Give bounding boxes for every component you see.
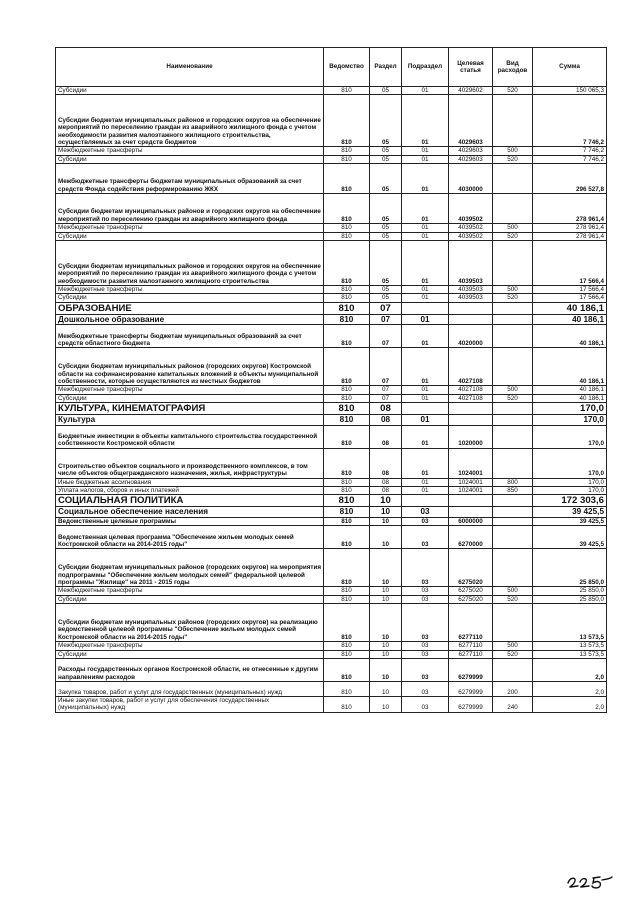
row-celevaya: 4039502 xyxy=(449,232,493,240)
table-row xyxy=(56,659,607,682)
row-vedomstvo: 810 xyxy=(324,659,370,682)
row-vedomstvo: 810 xyxy=(324,155,370,163)
row-razdel: 10 xyxy=(370,517,402,525)
row-vid xyxy=(493,314,533,325)
row-name: ОБРАЗОВАНИЕ xyxy=(56,302,324,314)
row-name: Субсидии бюджетам муниципальных районов и городских округов на обеспечение мероприятий по переселению граждан из аварийного жилищного фонда xyxy=(56,194,324,224)
table-row xyxy=(56,448,607,478)
row-vedomstvo: 810 xyxy=(324,595,370,603)
row-podrazdel: 01 xyxy=(402,164,449,194)
table-row xyxy=(56,302,607,314)
row-name: СОЦИАЛЬНАЯ ПОЛИТИКА xyxy=(56,495,324,507)
row-vedomstvo: 810 xyxy=(324,325,370,348)
row-celevaya: 4030000 xyxy=(449,164,493,194)
row-summa: 170,0 xyxy=(533,487,607,495)
row-razdel: 05 xyxy=(370,194,402,224)
row-podrazdel: 01 xyxy=(402,224,449,232)
row-vid xyxy=(493,241,533,286)
row-podrazdel: 01 xyxy=(402,478,449,486)
row-vedomstvo: 810 xyxy=(324,448,370,478)
row-summa: 40 186,1 xyxy=(533,302,607,314)
row-summa: 150 065,3 xyxy=(533,87,607,95)
row-celevaya xyxy=(449,415,493,426)
row-vedomstvo: 810 xyxy=(324,394,370,402)
table-row xyxy=(56,224,607,232)
row-name: Иные закупки товаров, работ и услуг для обеспечения государственных (муниципальных) нужд xyxy=(56,697,324,713)
row-summa: 2,0 xyxy=(533,697,607,713)
row-celevaya: 4027108 xyxy=(449,394,493,402)
row-vedomstvo: 810 xyxy=(324,95,370,147)
row-vedomstvo: 810 xyxy=(324,302,370,314)
row-vedomstvo: 810 xyxy=(324,682,370,697)
row-razdel: 05 xyxy=(370,241,402,286)
row-vedomstvo: 810 xyxy=(324,147,370,155)
table-row xyxy=(56,595,607,603)
row-vedomstvo: 810 xyxy=(324,241,370,286)
table-header-row xyxy=(56,48,607,87)
row-summa: 2,0 xyxy=(533,659,607,682)
row-celevaya: 1024001 xyxy=(449,448,493,478)
row-podrazdel: 01 xyxy=(402,147,449,155)
row-podrazdel: 01 xyxy=(402,448,449,478)
row-summa: 40 186,1 xyxy=(533,314,607,325)
row-vid xyxy=(493,549,533,587)
row-celevaya: 4039503 xyxy=(449,286,493,294)
row-podrazdel: 01 xyxy=(402,155,449,163)
row-razdel: 10 xyxy=(370,595,402,603)
row-summa: 40 186,1 xyxy=(533,325,607,348)
row-razdel: 05 xyxy=(370,286,402,294)
row-celevaya: 4029603 xyxy=(449,147,493,155)
row-summa: 7 746,2 xyxy=(533,95,607,147)
row-razdel: 05 xyxy=(370,224,402,232)
row-name: Межбюджетные трансферты xyxy=(56,642,324,650)
row-vid: 520 xyxy=(493,595,533,603)
row-podrazdel: 01 xyxy=(402,348,449,386)
table-row xyxy=(56,587,607,595)
table-row xyxy=(56,95,607,147)
row-razdel: 05 xyxy=(370,294,402,302)
row-name: Субсидии xyxy=(56,394,324,402)
row-celevaya: 1024001 xyxy=(449,487,493,495)
row-podrazdel: 03 xyxy=(402,595,449,603)
row-razdel: 05 xyxy=(370,87,402,95)
row-celevaya xyxy=(449,495,493,507)
header-razdel: Раздел xyxy=(370,48,402,87)
row-podrazdel: 01 xyxy=(402,194,449,224)
row-summa: 7 746,2 xyxy=(533,147,607,155)
row-summa: 25 850,0 xyxy=(533,587,607,595)
row-vedomstvo: 810 xyxy=(324,650,370,658)
row-celevaya: 6275020 xyxy=(449,595,493,603)
row-podrazdel: 03 xyxy=(402,604,449,642)
row-vedomstvo: 810 xyxy=(324,386,370,394)
table-row xyxy=(56,526,607,549)
table-row xyxy=(56,286,607,294)
row-celevaya: 1024001 xyxy=(449,478,493,486)
row-vid: 520 xyxy=(493,294,533,302)
row-name: Ведомственная целевая программа "Обеспечение жильем молодых семей Костромской области на 2014-2015 годы" xyxy=(56,526,324,549)
row-celevaya: 4039502 xyxy=(449,224,493,232)
row-vedomstvo: 810 xyxy=(324,87,370,95)
row-vid xyxy=(493,495,533,507)
row-razdel: 10 xyxy=(370,604,402,642)
row-name: Межбюджетные трансферты xyxy=(56,587,324,595)
row-celevaya: 4029603 xyxy=(449,155,493,163)
row-celevaya: 6275020 xyxy=(449,549,493,587)
row-name: КУЛЬТУРА, КИНЕМАТОГРАФИЯ xyxy=(56,403,324,415)
row-podrazdel: 03 xyxy=(402,507,449,518)
row-celevaya: 4027108 xyxy=(449,348,493,386)
row-vid: 520 xyxy=(493,87,533,95)
row-razdel: 05 xyxy=(370,232,402,240)
row-celevaya: 6000000 xyxy=(449,517,493,525)
row-podrazdel: 03 xyxy=(402,587,449,595)
row-podrazdel: 03 xyxy=(402,517,449,525)
table-row xyxy=(56,425,607,448)
table-row xyxy=(56,478,607,486)
row-celevaya: 6277110 xyxy=(449,650,493,658)
row-name: Межбюджетные трансферты xyxy=(56,224,324,232)
row-razdel: 05 xyxy=(370,95,402,147)
row-name: Расходы государственных органов Костромской области, не отнесенные к другим направлениям расходов xyxy=(56,659,324,682)
table-row xyxy=(56,155,607,163)
row-vid xyxy=(493,164,533,194)
row-vedomstvo: 810 xyxy=(324,549,370,587)
row-podrazdel: 03 xyxy=(402,549,449,587)
row-podrazdel: 03 xyxy=(402,526,449,549)
row-vid: 500 xyxy=(493,642,533,650)
table-row xyxy=(56,87,607,95)
row-summa: 17 566,4 xyxy=(533,241,607,286)
row-razdel: 07 xyxy=(370,302,402,314)
row-podrazdel: 01 xyxy=(402,487,449,495)
row-summa: 296 527,8 xyxy=(533,164,607,194)
table-row xyxy=(56,642,607,650)
row-summa: 172 303,6 xyxy=(533,495,607,507)
row-name: Субсидии xyxy=(56,87,324,95)
row-vid xyxy=(493,526,533,549)
row-vid: 520 xyxy=(493,155,533,163)
table-row xyxy=(56,386,607,394)
row-name: Уплата налогов, сборов и иных платежей xyxy=(56,487,324,495)
row-celevaya xyxy=(449,507,493,518)
row-podrazdel: 01 xyxy=(402,241,449,286)
row-podrazdel: 01 xyxy=(402,286,449,294)
row-celevaya xyxy=(449,302,493,314)
row-vid xyxy=(493,325,533,348)
row-vid xyxy=(493,95,533,147)
row-podrazdel: 03 xyxy=(402,659,449,682)
row-razdel: 08 xyxy=(370,448,402,478)
row-name: Культура xyxy=(56,415,324,426)
budget-table xyxy=(55,47,607,713)
row-name: Бюджетные инвестиции в объекты капитального строительства государственной собственности Костромской области xyxy=(56,425,324,448)
row-celevaya: 1020000 xyxy=(449,425,493,448)
header-summa: Сумма xyxy=(533,48,607,87)
row-vedomstvo: 810 xyxy=(324,478,370,486)
table-row xyxy=(56,147,607,155)
row-razdel: 05 xyxy=(370,164,402,194)
row-celevaya: 6275020 xyxy=(449,587,493,595)
row-celevaya: 4029603 xyxy=(449,95,493,147)
row-vedomstvo: 810 xyxy=(324,507,370,518)
row-vid xyxy=(493,507,533,518)
table-row xyxy=(56,495,607,507)
row-celevaya: 6277110 xyxy=(449,642,493,650)
table-row xyxy=(56,415,607,426)
row-vid: 520 xyxy=(493,394,533,402)
row-name: Субсидии бюджетам муниципальных районов (городских округов) на реализацию ведомственной целевой программы "Обеспечение жильем молодых семей Костромской области на 2014-2015 годы" xyxy=(56,604,324,642)
row-celevaya xyxy=(449,314,493,325)
row-vid: 850 xyxy=(493,487,533,495)
row-razdel: 10 xyxy=(370,659,402,682)
header-celevaya: Целевая статья xyxy=(449,48,493,87)
row-vedomstvo: 810 xyxy=(324,314,370,325)
table-row xyxy=(56,232,607,240)
row-summa: 17 566,4 xyxy=(533,286,607,294)
row-podrazdel: 01 xyxy=(402,394,449,402)
row-vedomstvo: 810 xyxy=(324,487,370,495)
row-celevaya: 6279999 xyxy=(449,659,493,682)
row-podrazdel xyxy=(402,403,449,415)
row-vid: 500 xyxy=(493,147,533,155)
row-summa: 40 186,1 xyxy=(533,348,607,386)
row-vid xyxy=(493,348,533,386)
row-celevaya: 4029602 xyxy=(449,87,493,95)
row-summa: 170,0 xyxy=(533,448,607,478)
row-celevaya: 4039502 xyxy=(449,194,493,224)
row-razdel: 07 xyxy=(370,325,402,348)
row-vedomstvo: 810 xyxy=(324,642,370,650)
row-vid: 240 xyxy=(493,697,533,713)
table-row xyxy=(56,507,607,518)
row-razdel: 10 xyxy=(370,495,402,507)
row-summa: 170,0 xyxy=(533,415,607,426)
table-row xyxy=(56,241,607,286)
header-vedomstvo: Ведомство xyxy=(324,48,370,87)
row-name: Межбюджетные трансферты бюджетам муниципальных образований за счет средств Фонда содействия реформированию ЖКХ xyxy=(56,164,324,194)
row-vedomstvo: 810 xyxy=(324,403,370,415)
row-vid: 500 xyxy=(493,386,533,394)
row-vedomstvo: 810 xyxy=(324,232,370,240)
table-row xyxy=(56,517,607,525)
row-celevaya: 6277110 xyxy=(449,604,493,642)
row-name: Субсидии xyxy=(56,650,324,658)
table-row xyxy=(56,325,607,348)
row-vedomstvo: 810 xyxy=(324,294,370,302)
row-razdel: 08 xyxy=(370,478,402,486)
row-summa: 170,0 xyxy=(533,425,607,448)
row-vid xyxy=(493,425,533,448)
row-podrazdel: 01 xyxy=(402,87,449,95)
row-podrazdel: 03 xyxy=(402,642,449,650)
header-name: Наименование xyxy=(56,48,324,87)
row-summa: 40 186,1 xyxy=(533,394,607,402)
row-vedomstvo: 810 xyxy=(324,164,370,194)
row-podrazdel: 03 xyxy=(402,682,449,697)
row-celevaya xyxy=(449,403,493,415)
table-row xyxy=(56,604,607,642)
row-name: Межбюджетные трансферты xyxy=(56,147,324,155)
row-celevaya: 6279999 xyxy=(449,682,493,697)
row-podrazdel: 03 xyxy=(402,697,449,713)
handwritten-page-number xyxy=(566,868,614,890)
row-summa: 170,0 xyxy=(533,403,607,415)
row-name: Межбюджетные трансферты бюджетам муниципальных образований за счет средств областного бюджета xyxy=(56,325,324,348)
table-row xyxy=(56,650,607,658)
row-podrazdel: 01 xyxy=(402,294,449,302)
row-razdel: 08 xyxy=(370,487,402,495)
row-name: Субсидии бюджетам муниципальных районов (городских округов) Костромской области на софинансирование капитальных вложений в объекты муниципальной собственности, которые осуществляются из местных бюджетов xyxy=(56,348,324,386)
row-razdel: 07 xyxy=(370,386,402,394)
row-summa: 13 573,5 xyxy=(533,642,607,650)
row-name: Субсидии бюджетам муниципальных районов и городских округов на обеспечение мероприятий по переселению граждан из аварийного жилищного фонда с учетом необходимости развития малоэтажного жилищного строительства xyxy=(56,241,324,286)
table-row xyxy=(56,164,607,194)
row-name: Субсидии бюджетам муниципальных районов (городских округов) на мероприятия подпрограммы "Обеспечение жильем молодых семей" федеральной целевой программы "Жилище" на 2011 - 2015 годы xyxy=(56,549,324,587)
row-summa: 13 573,5 xyxy=(533,650,607,658)
row-vid: 500 xyxy=(493,224,533,232)
row-name: Субсидии xyxy=(56,232,324,240)
row-vedomstvo: 810 xyxy=(324,526,370,549)
row-celevaya: 4020000 xyxy=(449,325,493,348)
row-razdel: 10 xyxy=(370,549,402,587)
table-row xyxy=(56,682,607,697)
table-row xyxy=(56,314,607,325)
row-podrazdel xyxy=(402,302,449,314)
row-vid: 500 xyxy=(493,587,533,595)
row-summa: 25 850,0 xyxy=(533,549,607,587)
row-summa: 17 566,4 xyxy=(533,294,607,302)
row-summa: 39 425,5 xyxy=(533,507,607,518)
row-name: Иные бюджетные ассигнования xyxy=(56,478,324,486)
table-row xyxy=(56,697,607,713)
table-row xyxy=(56,403,607,415)
row-summa: 170,0 xyxy=(533,478,607,486)
row-summa: 278 961,4 xyxy=(533,224,607,232)
row-razdel: 05 xyxy=(370,155,402,163)
row-vedomstvo: 810 xyxy=(324,348,370,386)
row-podrazdel: 01 xyxy=(402,425,449,448)
row-summa: 278 961,4 xyxy=(533,194,607,224)
row-razdel: 07 xyxy=(370,348,402,386)
row-summa: 7 746,2 xyxy=(533,155,607,163)
row-name: Социальное обеспечение населения xyxy=(56,507,324,518)
row-name: Субсидии бюджетам муниципальных районов и городских округов на обеспечение мероприятий по переселению граждан из аварийного жилищного фонда с учетом необходимости развития малоэтажного жилищного строительства, осуществляемых за счет средств бюджетов xyxy=(56,95,324,147)
row-name: Субсидии xyxy=(56,294,324,302)
row-celevaya: 6279999 xyxy=(449,697,493,713)
row-razdel: 07 xyxy=(370,314,402,325)
row-vedomstvo: 810 xyxy=(324,194,370,224)
table-row xyxy=(56,194,607,224)
row-summa: 25 850,0 xyxy=(533,595,607,603)
row-vid xyxy=(493,403,533,415)
row-vid: 520 xyxy=(493,650,533,658)
row-vid: 520 xyxy=(493,232,533,240)
row-name: Межбюджетные трансферты xyxy=(56,286,324,294)
row-vedomstvo: 810 xyxy=(324,517,370,525)
row-name: Субсидии xyxy=(56,155,324,163)
row-podrazdel: 01 xyxy=(402,95,449,147)
row-name: Закупка товаров, работ и услуг для государственных (муниципальных) нужд xyxy=(56,682,324,697)
row-name: Субсидии xyxy=(56,595,324,603)
row-celevaya: 6270000 xyxy=(449,526,493,549)
row-razdel: 08 xyxy=(370,415,402,426)
table-row xyxy=(56,549,607,587)
row-vid: 800 xyxy=(493,478,533,486)
row-vid xyxy=(493,659,533,682)
row-name: Ведомственные целевые программы xyxy=(56,517,324,525)
row-vid: 500 xyxy=(493,286,533,294)
table-row xyxy=(56,348,607,386)
row-vid xyxy=(493,517,533,525)
row-vid xyxy=(493,448,533,478)
row-podrazdel: 03 xyxy=(402,650,449,658)
row-vid: 200 xyxy=(493,682,533,697)
row-vid xyxy=(493,604,533,642)
row-summa: 2,0 xyxy=(533,682,607,697)
row-razdel: 10 xyxy=(370,682,402,697)
row-podrazdel: 01 xyxy=(402,415,449,426)
row-podrazdel: 01 xyxy=(402,314,449,325)
row-summa: 39 425,5 xyxy=(533,517,607,525)
row-summa: 39 425,5 xyxy=(533,526,607,549)
row-celevaya: 4039503 xyxy=(449,294,493,302)
row-vedomstvo: 810 xyxy=(324,425,370,448)
row-vid xyxy=(493,302,533,314)
row-summa: 278 961,4 xyxy=(533,232,607,240)
row-vedomstvo: 810 xyxy=(324,587,370,595)
row-celevaya: 4027108 xyxy=(449,386,493,394)
row-vid xyxy=(493,415,533,426)
row-podrazdel: 01 xyxy=(402,386,449,394)
row-razdel: 10 xyxy=(370,650,402,658)
row-razdel: 05 xyxy=(370,147,402,155)
row-name: Строительство объектов социального и производственного комплексов, в том числе объектов общегражданского назначения, жилья, инфраструктуры xyxy=(56,448,324,478)
row-vedomstvo: 810 xyxy=(324,224,370,232)
row-podrazdel: 01 xyxy=(402,325,449,348)
row-razdel: 10 xyxy=(370,587,402,595)
row-podrazdel xyxy=(402,495,449,507)
row-vedomstvo: 810 xyxy=(324,415,370,426)
row-podrazdel: 01 xyxy=(402,232,449,240)
row-razdel: 08 xyxy=(370,425,402,448)
row-razdel: 10 xyxy=(370,507,402,518)
row-razdel: 10 xyxy=(370,697,402,713)
table-row xyxy=(56,394,607,402)
row-vedomstvo: 810 xyxy=(324,697,370,713)
header-vid: Вид расходов xyxy=(493,48,533,87)
row-name: Дошкольное образование xyxy=(56,314,324,325)
row-name: Межбюджетные трансферты xyxy=(56,386,324,394)
row-vedomstvo: 810 xyxy=(324,604,370,642)
row-summa: 13 573,5 xyxy=(533,604,607,642)
row-vedomstvo: 810 xyxy=(324,286,370,294)
row-razdel: 10 xyxy=(370,642,402,650)
row-razdel: 07 xyxy=(370,394,402,402)
row-vid xyxy=(493,194,533,224)
row-razdel: 08 xyxy=(370,403,402,415)
row-vedomstvo: 810 xyxy=(324,495,370,507)
row-celevaya: 4039503 xyxy=(449,241,493,286)
table-row xyxy=(56,294,607,302)
table-row xyxy=(56,487,607,495)
row-summa: 40 186,1 xyxy=(533,386,607,394)
header-podrazdel: Подраздел xyxy=(402,48,449,87)
row-razdel: 10 xyxy=(370,526,402,549)
